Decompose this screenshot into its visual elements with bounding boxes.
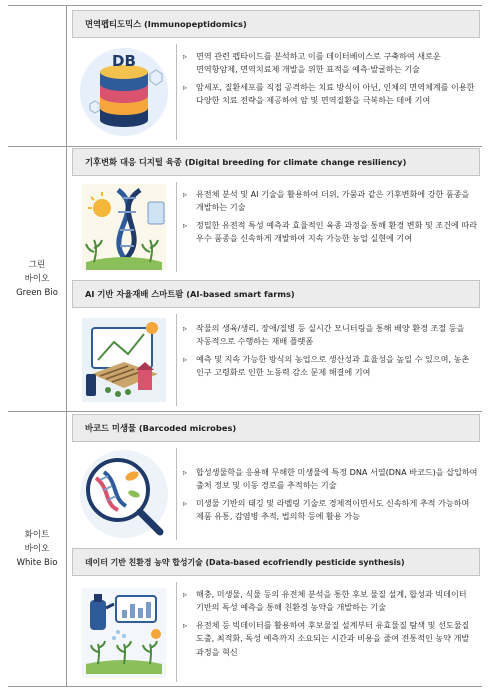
bullet-item: ▹ 유전체 등 빅데이터를 활용하여 후보물질 설계부터 유효물질 탐색 및 선도물질 도출, 최적화, 독성 예측까지 소요되는 시간과 비용을 줄여 전통적인 농약 개발 과정을 혁신 bbox=[182, 619, 478, 659]
section-eco-pesticide bbox=[72, 548, 480, 686]
category-cell-green-bio bbox=[8, 146, 67, 411]
category-cell-empty bbox=[8, 6, 67, 146]
section-digital-breeding bbox=[72, 148, 480, 276]
bullet-item: ▹ 미생물 기반의 태깅 및 라벨링 기술로 경제적이면서도 신속하게 추적 가능하며 제품 유통, 감염병 추적, 법의학 등에 활용 가능 bbox=[182, 497, 478, 524]
divider bbox=[176, 182, 177, 272]
bullet-item: ▹ 면역 관련 펩타이드를 분석하고 이를 데이터베이스로 구축하여 새로운 면역항암제, 면역치료제 개발을 위한 표적을 예측·발굴하는 기술 bbox=[182, 50, 478, 77]
divider bbox=[176, 582, 177, 682]
category-line: 화이트 bbox=[24, 530, 50, 540]
bullet-item: ▹ 암세포, 질환세포를 직접 공격하는 치료 방식이 아닌, 인체의 면역체계를 이용한 다양한 치료 전략을 제공하여 암 및 면역질환을 극복하는 데에 기여 bbox=[182, 81, 478, 108]
bullet-list bbox=[182, 50, 478, 112]
category-line: 그린 bbox=[28, 259, 46, 270]
category-label-green-bio bbox=[16, 258, 58, 300]
section-title: AI 기반 자율재배 스마트팜 (AI-based smart farms) bbox=[72, 280, 480, 308]
category-line: 바이오 bbox=[24, 273, 50, 284]
eco-pesticide-icon bbox=[78, 582, 170, 682]
tech-table bbox=[8, 5, 482, 687]
bullet-item: ▹ 합성생물학을 응용해 무해한 미생물에 특정 DNA 서열(DNA 바코드)을 삽입하여 출처 정보 및 이동 경로를 추적하는 기술 bbox=[182, 466, 478, 493]
category-line: White Bio bbox=[16, 558, 58, 568]
bullet-item: ▹ 정밀한 유전적 특성 예측과 효율적인 육종 과정을 통해 환경 변화 및 조건에 따라 우수 품종을 신속하게 개발하여 지속 가능한 농업 실현에 기여 bbox=[182, 219, 478, 246]
bullet-item: ▹ 해충, 미생물, 식물 등의 유전체 분석을 통한 후보 물질 설계, 합성과 빅데이터 기반의 독성 예측을 통해 친환경 농약을 개발하는 기술 bbox=[182, 588, 478, 615]
divider bbox=[176, 314, 177, 406]
category-line: Green Bio bbox=[16, 287, 58, 298]
category-label-white-bio bbox=[17, 528, 58, 570]
bullet-item: ▹ 예측 및 지속 가능한 방식의 농업으로 생산성과 효율성을 높일 수 있으며, 농촌 인구 고령화로 인한 노동력 감소 문제 해결에 기여 bbox=[182, 353, 478, 380]
category-line: 바이오 bbox=[24, 544, 50, 554]
smart-farm-icon bbox=[78, 314, 170, 406]
divider bbox=[176, 44, 177, 140]
section-title: 데이터 기반 친환경 농약 합성기술 (Data-based ecofriendly pesticide synthesis) bbox=[72, 548, 480, 576]
section-barcoded-microbes bbox=[72, 414, 480, 544]
section-title: 면역펩티도믹스 (Immunopeptidomics) bbox=[72, 10, 480, 38]
section-smart-farm bbox=[72, 280, 480, 410]
bullet-item: ▹ 유전체 분석 및 AI 기술을 활용하여 더위, 가뭄과 같은 기후변화에 강한 품종을 개발하는 기술 bbox=[182, 188, 478, 215]
divider bbox=[176, 448, 177, 540]
bullet-item: ▹ 작물의 생육/생리, 장애/질병 등 실시간 모니터링을 통해 배양 환경 조절 등을 자동적으로 수행하는 재배 플랫폼 bbox=[182, 322, 478, 349]
bullet-list bbox=[182, 188, 478, 250]
bullet-list bbox=[182, 466, 478, 528]
dna-plant-icon bbox=[78, 182, 170, 272]
row-divider bbox=[8, 146, 482, 147]
section-immunopeptidomics bbox=[72, 10, 480, 144]
category-cell-white-bio bbox=[8, 411, 67, 687]
db-icon-label: DB bbox=[112, 52, 136, 70]
row-divider bbox=[8, 411, 482, 412]
db-icon bbox=[78, 44, 170, 140]
bullet-list bbox=[182, 588, 478, 663]
bullet-list bbox=[182, 322, 478, 384]
section-title: 기후변화 대응 디지털 육종 (Digital breeding for climate change resiliency) bbox=[72, 148, 480, 176]
microbe-dna-icon bbox=[78, 448, 170, 540]
section-title: 바코드 미생물 (Barcoded microbes) bbox=[72, 414, 480, 442]
